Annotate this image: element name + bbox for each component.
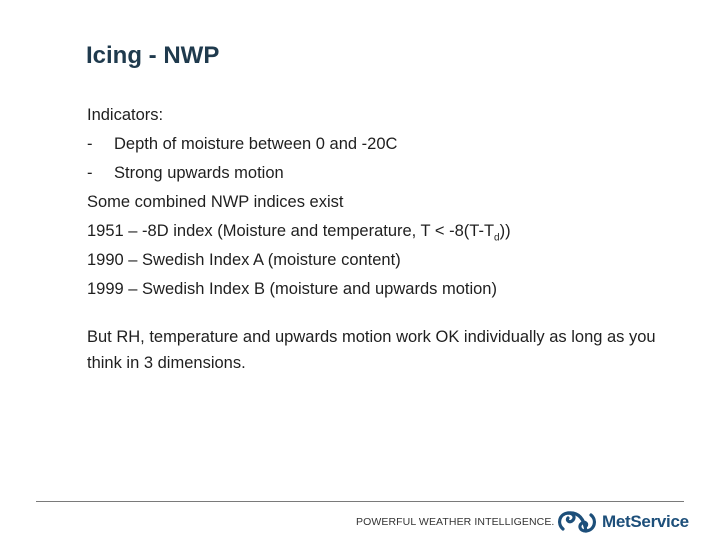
brand-logo-text: MetService [602,512,689,531]
slide-body [87,101,677,376]
closing-paragraph: But RH, temperature and upwards motion work OK individually as long as you think in 3 dimensions. [87,328,656,372]
index-item-1990: 1990 – Swedish Index A (moisture content) [87,251,401,269]
metservice-swirl-icon [554,508,600,536]
footer-divider [36,501,684,502]
index-text: 1951 – -8D index (Moisture and temperature, T < -8(T-T [87,222,495,240]
indicator-text: Depth of moisture between 0 and -20C [114,135,398,153]
dewpoint-subscript: d [494,232,500,244]
slide-title: Icing - NWP [86,42,220,69]
dash-bullet: - [87,135,93,153]
index-item-1951 [87,217,677,246]
dash-bullet: - [87,164,93,182]
indicator-item [87,130,677,159]
paragraph-spacer [87,304,677,324]
indicator-text: Strong upwards motion [114,164,284,182]
index-text-end: )) [499,222,511,240]
footer-tagline: POWERFUL WEATHER INTELLIGENCE. [356,516,555,528]
indicator-item [87,159,677,188]
index-item-1999: 1999 – Swedish Index B (moisture and upwards motion) [87,280,497,298]
indices-intro: Some combined NWP indices exist [87,193,344,211]
indicators-heading: Indicators: [87,106,164,124]
